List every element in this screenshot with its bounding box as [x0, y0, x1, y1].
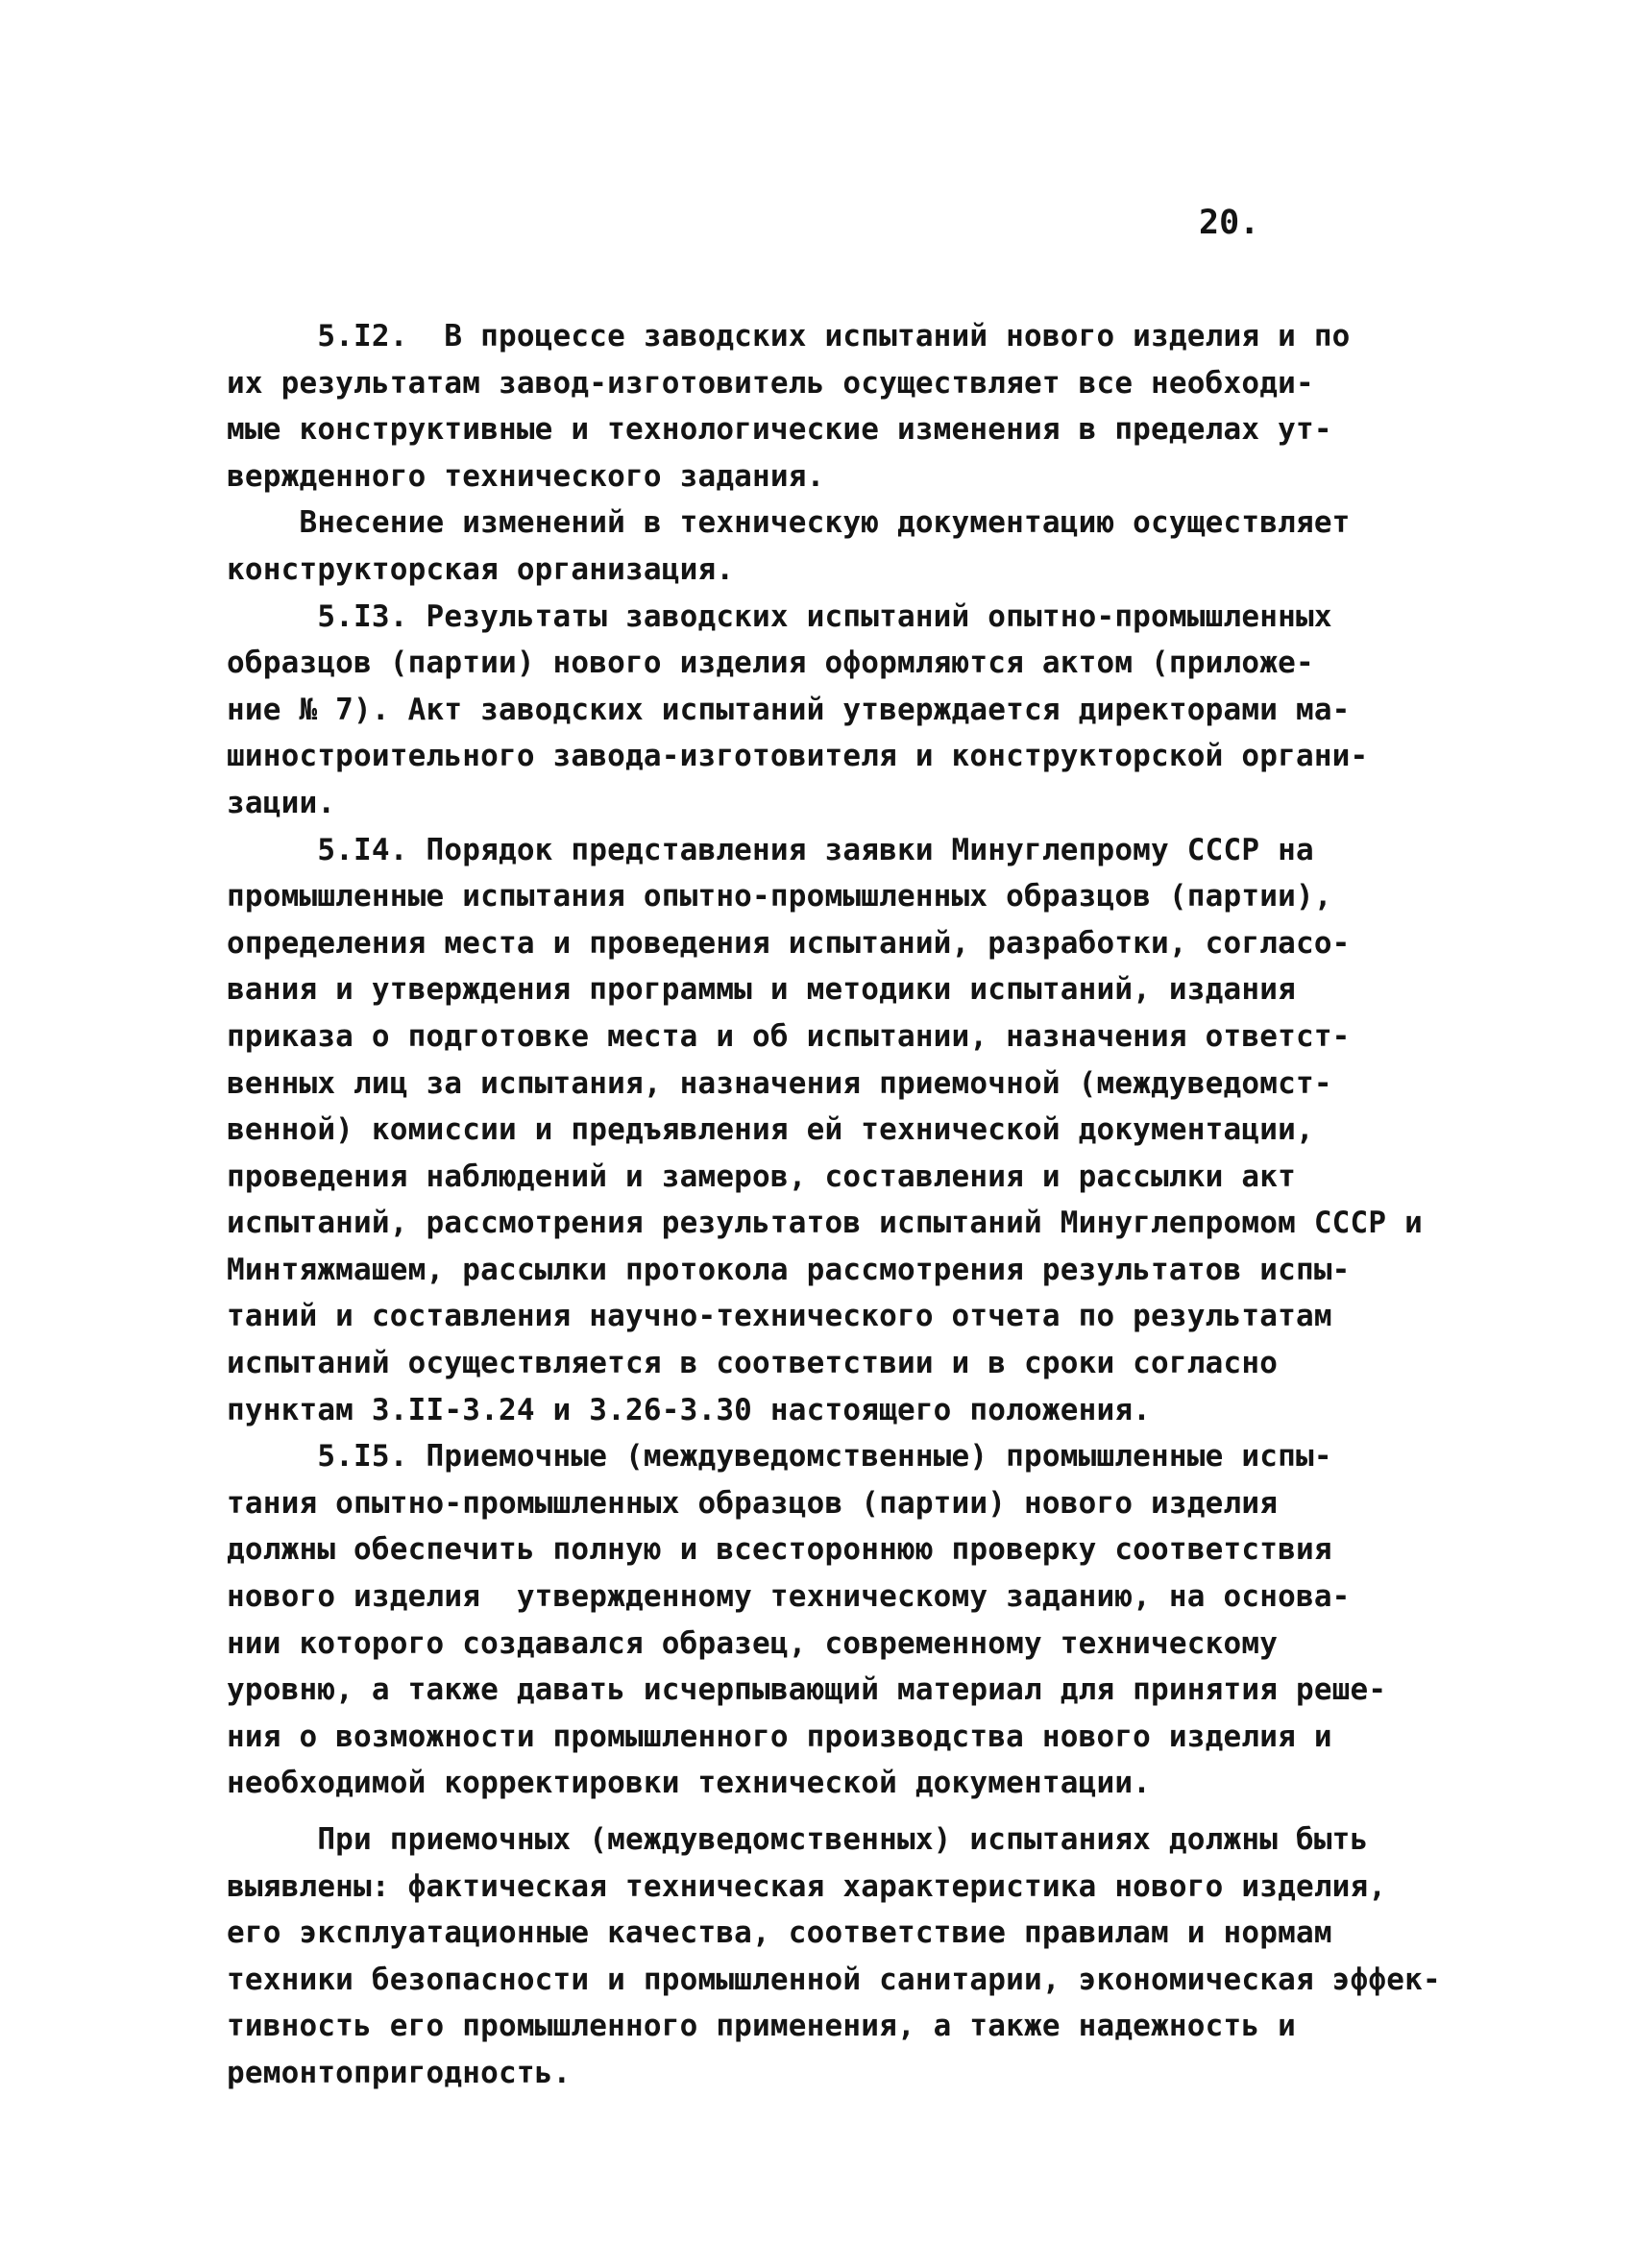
paragraph-acceptance-tests: При приемочных (междуведомственных) испытаниях должны быть выявлены: фактическая техническая характеристика нового изделия, его эксплуатационные качества, соответствие правилам и нормам техники безопасности и промышленной санитарии, экономическая эффек- тивность его промышленного применения, а также надежность и ремонтопригодность.	[227, 1822, 1441, 2090]
paragraph-5-15: 5.I5. Приемочные (междуведомственные) промышленные испы- тания опытно-промышленных образцов (партии) нового изделия должны обеспечить полную и всестороннюю проверку соответствия нового изделия утвержденному техническому заданию, на основа- нии которого создавался образец, современному техническому уровню, а также давать исчерпывающий материал для принятия реше- ния о возможности промышленного производства нового изделия и необходимой корректировки технической документации.	[227, 1439, 1387, 1801]
paragraph-5-12: 5.I2. В процессе заводских испытаний нового изделия и по их результатам завод-изготовитель осуществляет все необходи- мые конструктивные и технологические изменения в пределах ут- вержденного технического задания.	[227, 319, 1351, 494]
paragraph-changes: Внесение изменений в техническую документацию осуществляет конструкторская организация.	[227, 505, 1351, 587]
paragraph-5-14: 5.I4. Порядок представления заявки Минуглепрому СССР на промышленные испытания опытно-промышленных образцов (партии), определения места и проведения испытаний, разработки, согласо- вания и утверждения программы и методики испытаний, издания приказа о подготовке места и об испытании, назначения ответст- венных лиц за испытания, назначения приемочной (междуведомст- венной) комиссии и предъявления ей технической документации, проведения наблюдений и замеров, составления и рассылки акт испытаний, рассмотрения результатов испытаний Минуглепромом СССР и Минтяжмашем, рассылки протокола рассмотрения результатов испы- таний и составления научно-технического отчета по результатам испытаний осуществляется в соответствии и в сроки согласно пунктам 3.II-3.24 и 3.26-3.30 настоящего положения.	[227, 832, 1423, 1427]
body-text	[227, 313, 1466, 2097]
paragraph-5-13: 5.I3. Результаты заводских испытаний опытно-промышленных образцов (партии) нового изделия оформляются актом (приложе- ние № 7). Акт заводских испытаний утверждается директорами ма- шиностроительного завода-изготовителя и конструкторской органи- зации.	[227, 598, 1369, 820]
page-number: 20.	[1199, 204, 1260, 242]
